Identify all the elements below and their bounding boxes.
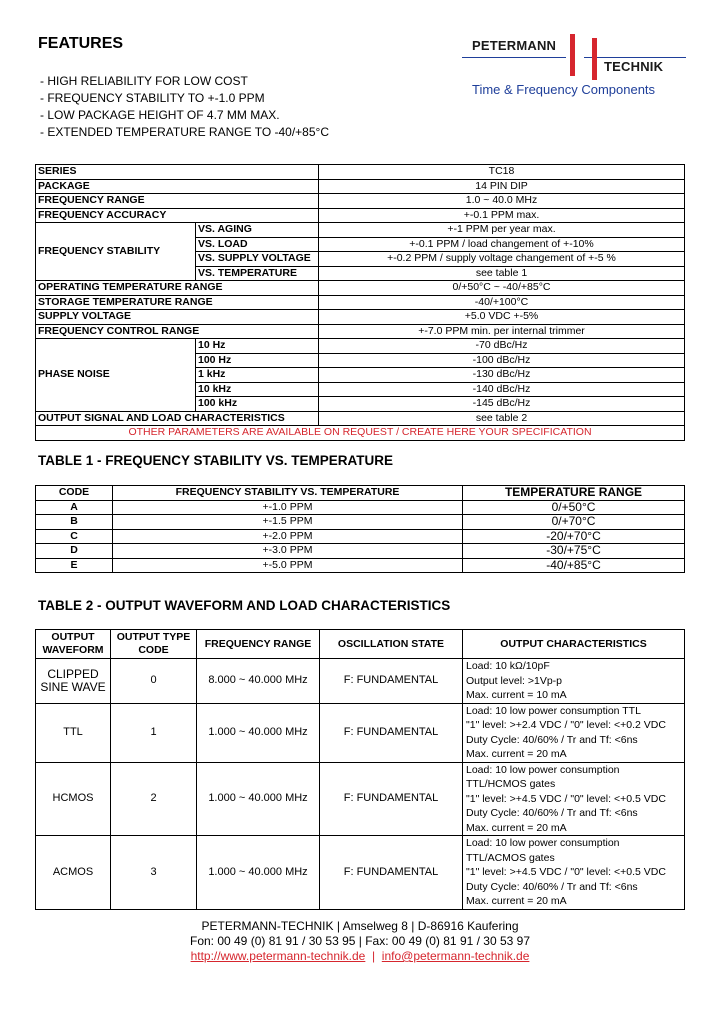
spec-value: TC18	[319, 165, 685, 180]
spec-row	[36, 223, 685, 238]
table1-stability: +-5.0 PPM	[113, 558, 463, 573]
spec-sublabel: VS. TEMPERATURE	[196, 266, 319, 281]
spec-label: SUPPLY VOLTAGE	[36, 310, 319, 325]
spec-sublabel: 100 Hz	[196, 353, 319, 368]
spec-note-row	[36, 426, 685, 441]
table2-chars: Load: 10 low power consumption TTL/HCMOS gates "1" level: >+4.5 VDC / "0" level: <+0.5 VDC Duty Cycle: 40/60% / Tr and Tf: <6ns Max. current = 20 mA	[463, 762, 685, 836]
table2-header-chars: OUTPUT CHARACTERISTICS	[463, 630, 685, 659]
table2-waveform: ACMOS	[36, 836, 111, 910]
table-row	[36, 500, 685, 515]
table1-header-row	[36, 486, 685, 501]
footer-phone: Fon: 00 49 (0) 81 91 / 30 53 95 | Fax: 00 49 (0) 81 91 / 30 53 97	[189, 934, 530, 948]
spec-value: -140 dBc/Hz	[319, 382, 685, 397]
table1-stability: +-3.0 PPM	[113, 544, 463, 559]
table2-osc: F: FUNDAMENTAL	[320, 703, 463, 762]
spec-value: +-1 PPM per year max.	[319, 223, 685, 238]
spec-sublabel: 100 kHz	[196, 397, 319, 412]
spec-value: see table 2	[319, 411, 685, 426]
spec-row	[36, 179, 685, 194]
footer-address: PETERMANN-TECHNIK | Amselweg 8 | D-86916 Kaufering	[201, 919, 519, 933]
spec-row	[36, 411, 685, 426]
spec-sublabel: 10 kHz	[196, 382, 319, 397]
feature-item: - FREQUENCY STABILITY TO +-1.0 PPM	[40, 91, 265, 105]
email-link[interactable]: info@petermann-technik.de	[381, 949, 530, 963]
table2-header-freq: FREQUENCY RANGE	[197, 630, 320, 659]
spec-row	[36, 295, 685, 310]
spec-sublabel: 10 Hz	[196, 339, 319, 354]
table2-chars: Load: 10 low power consumption TTL "1" level: >+2.4 VDC / "0" level: <+0.2 VDC Duty Cycle: 40/60% / Tr and Tf: <6ns Max. current = 20 mA	[463, 703, 685, 762]
spec-value: +-7.0 PPM min. per internal trimmer	[319, 324, 685, 339]
spec-value: -70 dBc/Hz	[319, 339, 685, 354]
footer-links	[0, 949, 720, 964]
table1-range: -30/+75°C	[463, 544, 685, 559]
feature-item: - HIGH RELIABILITY FOR LOW COST	[40, 74, 248, 88]
spec-row	[36, 310, 685, 325]
spec-row	[36, 324, 685, 339]
company-logo	[462, 34, 686, 104]
table1-code: E	[36, 558, 113, 573]
table2-header-row	[36, 630, 685, 659]
spec-row	[36, 194, 685, 209]
table2-chars: Load: 10 kΩ/10pF Output level: >1Vp-p Max. current = 10 mA	[463, 659, 685, 704]
table2-title: TABLE 2 - OUTPUT WAVEFORM AND LOAD CHARACTERISTICS	[38, 598, 451, 613]
spec-sublabel: VS. LOAD	[196, 237, 319, 252]
table-row	[36, 529, 685, 544]
table2-osc: F: FUNDAMENTAL	[320, 836, 463, 910]
spec-sublabel: 1 kHz	[196, 368, 319, 383]
website-link[interactable]: http://www.petermann-technik.de	[190, 949, 366, 963]
spec-label: OUTPUT SIGNAL AND LOAD CHARACTERISTICS	[36, 411, 319, 426]
spec-value: +-0.2 PPM / supply voltage changement of +-5 %	[319, 252, 685, 267]
spec-value: -145 dBc/Hz	[319, 397, 685, 412]
table2-code: 1	[111, 703, 197, 762]
table2-freq: 1.000 ~ 40.000 MHz	[197, 703, 320, 762]
table2-waveform: HCMOS	[36, 762, 111, 836]
table1-range: 0/+70°C	[463, 515, 685, 530]
logo-bar-right	[592, 38, 597, 80]
feature-list	[40, 73, 329, 141]
table2-header-osc: OSCILLATION STATE	[320, 630, 463, 659]
spec-table	[35, 164, 685, 441]
table2-osc: F: FUNDAMENTAL	[320, 762, 463, 836]
table2-osc: F: FUNDAMENTAL	[320, 659, 463, 704]
spec-value: 14 PIN DIP	[319, 179, 685, 194]
table1-code: A	[36, 500, 113, 515]
table-row	[36, 836, 685, 910]
spec-note: OTHER PARAMETERS ARE AVAILABLE ON REQUEST / CREATE HERE YOUR SPECIFICATION	[36, 426, 685, 441]
table2-chars: Load: 10 low power consumption TTL/ACMOS gates "1" level: >+4.5 VDC / "0" level: <+0.5 VDC Duty Cycle: 40/60% / Tr and Tf: <6ns Max. current = 20 mA	[463, 836, 685, 910]
logo-bar-left	[570, 34, 575, 76]
feature-item: - LOW PACKAGE HEIGHT OF 4.7 MM MAX.	[40, 108, 280, 122]
table1-code: C	[36, 529, 113, 544]
table-row	[36, 558, 685, 573]
table1-header: TEMPERATURE RANGE	[463, 486, 685, 501]
table2-freq: 8.000 ~ 40.000 MHz	[197, 659, 320, 704]
spec-label: FREQUENCY STABILITY	[36, 223, 196, 281]
spec-sublabel: VS. AGING	[196, 223, 319, 238]
spec-value: -40/+100°C	[319, 295, 685, 310]
spec-value: +-0.1 PPM / load changement of +-10%	[319, 237, 685, 252]
logo-tagline: Time & Frequency Components	[472, 82, 656, 97]
logo-rule-left	[462, 57, 566, 58]
table1-title: TABLE 1 - FREQUENCY STABILITY VS. TEMPERATURE	[38, 453, 394, 468]
table2-code: 2	[111, 762, 197, 836]
table1-header: FREQUENCY STABILITY VS. TEMPERATURE	[113, 486, 463, 501]
table1-stability: +-1.5 PPM	[113, 515, 463, 530]
table2-code: 0	[111, 659, 197, 704]
spec-row	[36, 208, 685, 223]
spec-value: 0/+50°C ~ -40/+85°C	[319, 281, 685, 296]
spec-row	[36, 339, 685, 354]
logo-rule-right	[584, 57, 686, 58]
table-row	[36, 515, 685, 530]
spec-value: -130 dBc/Hz	[319, 368, 685, 383]
table2	[35, 629, 685, 910]
table1	[35, 485, 685, 573]
spec-sublabel: VS. SUPPLY VOLTAGE	[196, 252, 319, 267]
table1-code: D	[36, 544, 113, 559]
table-row	[36, 762, 685, 836]
spec-label: FREQUENCY RANGE	[36, 194, 319, 209]
table2-header-waveform: OUTPUT WAVEFORM	[36, 630, 111, 659]
spec-value: +-0.1 PPM max.	[319, 208, 685, 223]
table-row	[36, 659, 685, 704]
spec-label: PHASE NOISE	[36, 339, 196, 412]
spec-label: FREQUENCY ACCURACY	[36, 208, 319, 223]
spec-label: OPERATING TEMPERATURE RANGE	[36, 281, 319, 296]
table1-range: -40/+85°C	[463, 558, 685, 573]
footer-separator: |	[365, 949, 382, 963]
table1-header: CODE	[36, 486, 113, 501]
spec-label: SERIES	[36, 165, 319, 180]
table1-stability: +-1.0 PPM	[113, 500, 463, 515]
spec-label: STORAGE TEMPERATURE RANGE	[36, 295, 319, 310]
table1-range: -20/+70°C	[463, 529, 685, 544]
logo-name-right: TECHNIK	[604, 59, 664, 74]
table2-waveform: CLIPPED SINE WAVE	[36, 659, 111, 704]
spec-value: see table 1	[319, 266, 685, 281]
feature-item: - EXTENDED TEMPERATURE RANGE TO -40/+85°C	[40, 125, 329, 139]
spec-label: FREQUENCY CONTROL RANGE	[36, 324, 319, 339]
table1-code: B	[36, 515, 113, 530]
spec-label: PACKAGE	[36, 179, 319, 194]
table2-freq: 1.000 ~ 40.000 MHz	[197, 836, 320, 910]
table1-range: 0/+50°C	[463, 500, 685, 515]
spec-value: -100 dBc/Hz	[319, 353, 685, 368]
table-row	[36, 544, 685, 559]
table1-stability: +-2.0 PPM	[113, 529, 463, 544]
table2-waveform: TTL	[36, 703, 111, 762]
spec-value: +5.0 VDC +-5%	[319, 310, 685, 325]
table2-header-code: OUTPUT TYPE CODE	[111, 630, 197, 659]
spec-row	[36, 281, 685, 296]
table2-code: 3	[111, 836, 197, 910]
features-title: FEATURES	[38, 35, 124, 52]
table-row	[36, 703, 685, 762]
table2-freq: 1.000 ~ 40.000 MHz	[197, 762, 320, 836]
spec-row	[36, 165, 685, 180]
logo-name-left: PETERMANN	[472, 38, 557, 53]
spec-value: 1.0 ~ 40.0 MHz	[319, 194, 685, 209]
